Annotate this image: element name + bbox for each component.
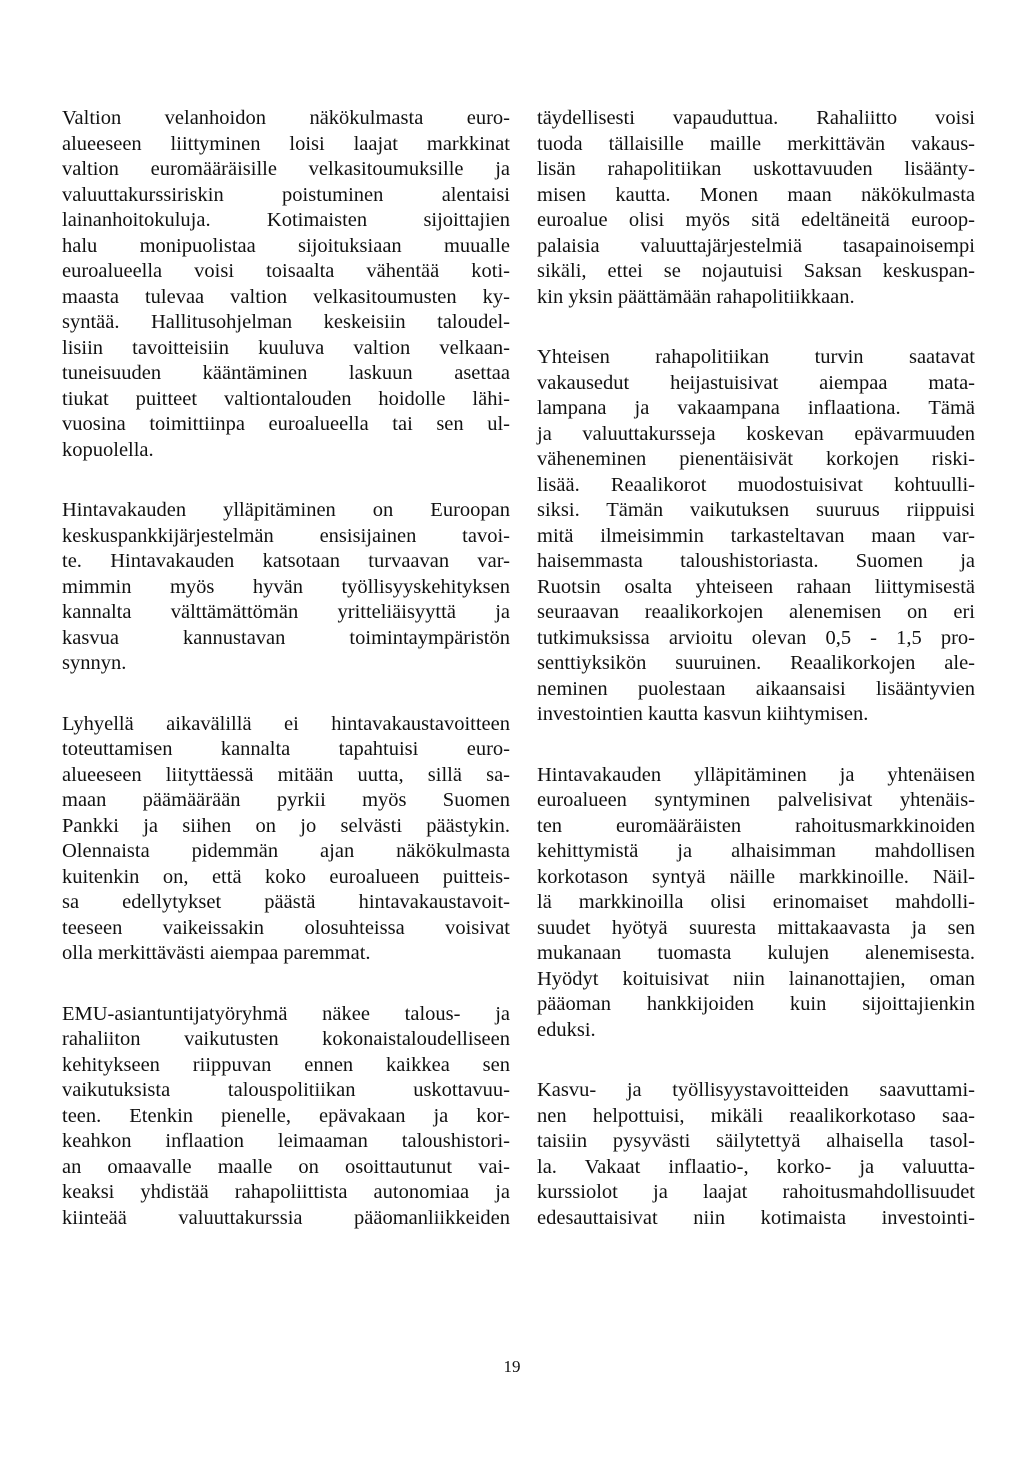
text-line: euroalueen syntyminen palvelisivat yhtenäis-: [537, 789, 975, 811]
text-line: Pankki ja siihen on jo selvästi päästykin.: [62, 814, 510, 837]
text-line: lisiin tavoitteisiin kuuluva valtion velkaan-: [62, 336, 510, 359]
text-line: korkotason syntyä näille markkinoille. Näil-: [537, 865, 975, 888]
text-line: kasvua kannustavan toimintaympäristön: [62, 626, 510, 649]
text-line: vuosina toimittiinpa euroalueella tai sen ul-: [62, 413, 510, 435]
text-line: tuneisuuden kääntäminen laskuun asettaa: [62, 362, 510, 384]
text-line: valuuttakurssiriskin poistuminen alentaisi: [62, 183, 510, 206]
text-line: halu monipuolistaa sijoituksiaan muualle: [62, 234, 510, 257]
text-line: maasta tulevaa valtion velkasitoumusten ky-: [62, 285, 510, 308]
text-line: siksi. Tämän vaikutuksen suuruus riippuisi: [537, 499, 975, 521]
text-line: teen. Etenkin pienelle, epävakaan ja kor-: [62, 1104, 510, 1127]
text-line: neminen puolestaan aikaansaisi lisääntyvien: [537, 677, 975, 700]
right-column: [537, 106, 975, 1266]
text-line: alueeseen liittyminen loisi laajat markkinat: [62, 132, 510, 155]
text-line: ten euromääräisten rahoitusmarkkinoiden: [537, 814, 975, 837]
text-line: keahkon inflaation leimaaman taloushistori-: [62, 1130, 510, 1152]
paragraph: [537, 763, 975, 1044]
left-column: [62, 106, 510, 1266]
text-line: kurssiolot ja laajat rahoitusmahdollisuudet: [537, 1181, 975, 1203]
paragraph: [62, 712, 510, 967]
text-line: seuraavan reaalikorkojen alenemisen on eri: [537, 601, 975, 623]
text-line: mukanaan tuomasta kulujen alenemisesta.: [537, 942, 975, 964]
text-line: euroalueella voisi toisaalta vähentää koti-: [62, 260, 510, 282]
text-line: keskuspankkijärjestelmän ensisijainen tavoi-: [62, 524, 510, 547]
text-line: väheneminen pienentäisivät korkojen riski-: [537, 448, 975, 470]
text-line: kannalta välttämättömän yritteliäisyyttä ja: [62, 601, 510, 623]
text-line: Olennaista pidemmän ajan näkökulmasta: [62, 840, 510, 862]
text-line: vakausedut heijastuisivat aiempaa mata-: [537, 371, 975, 394]
text-line: täydellisesti vapauduttua. Rahaliitto voisi: [537, 107, 975, 129]
text-line: rahaliiton vaikutusten kokonaistaloudelliseen: [62, 1028, 510, 1050]
text-line: tutkimuksissa arvioitu olevan 0,5 - 1,5 pro-: [537, 626, 975, 649]
text-line: Valtion velanhoidon näkökulmasta euro-: [62, 107, 510, 129]
text-line: pääoman hankkijoiden kuin sijoittajienkin: [537, 993, 975, 1015]
text-line: lisää. Reaalikorot muodostuisivat kohtuulli-: [537, 473, 975, 496]
paragraph: [62, 498, 510, 677]
text-line: Hyödyt koituisivat niin lainanottajien, oman: [537, 967, 975, 990]
text-line: la. Vakaat inflaatio-, korko- ja valuutta-: [537, 1155, 975, 1178]
text-line: toteuttamisen kannalta tapahtuisi euro-: [62, 738, 510, 760]
text-line: kehitykseen riippuvan ennen kaikkea sen: [62, 1053, 510, 1076]
text-line: an omaavalle maalle on osoittautunut vai-: [62, 1155, 510, 1178]
text-line: EMU-asiantuntijatyöryhmä näkee talous- ja: [62, 1002, 510, 1025]
text-line: euroalue olisi myös sitä edeltäneitä euroop-: [537, 209, 975, 231]
paragraph: [62, 1002, 510, 1232]
paragraph: [537, 345, 975, 728]
text-line: Hintavakauden ylläpitäminen on Euroopan: [62, 499, 510, 521]
text-line: eduksi.: [537, 1018, 596, 1041]
text-line: te. Hintavakauden katsotaan turvaavan var-: [62, 550, 510, 572]
text-line: ja valuuttakursseja koskevan epävarmuuden: [537, 422, 975, 445]
page-number: 19: [503, 1357, 521, 1376]
text-line: valtion euromääräisille velkasitoumuksille ja: [62, 158, 510, 180]
text-line: kuitenkin on, että koko euroalueen puitteis-: [62, 865, 510, 888]
paragraph: [537, 106, 975, 310]
text-line: syntää. Hallitusohjelman keskeisiin taloudel-: [62, 311, 510, 333]
text-line: Kasvu- ja työllisyystavoitteiden saavuttami-: [537, 1079, 975, 1101]
text-line: Ruotsin osalta yhteiseen rahaan liittymisestä: [537, 575, 975, 598]
text-line: keaksi yhdistää rahapoliittista autonomiaa ja: [62, 1181, 510, 1203]
text-line: tiukat puitteet valtiontalouden hoidolle lähi-: [62, 387, 510, 410]
text-line: maan päämäärään pyrkii myös Suomen: [62, 789, 510, 811]
text-line: lisän rahapolitiikan uskottavuuden lisäänty-: [537, 158, 975, 180]
text-line: kopuolella.: [62, 438, 154, 461]
text-line: lä markkinoilla olisi erinomaiset mahdolli-: [537, 891, 975, 913]
text-line: taisiin pysyvästi säilytettyä alhaisella tasol-: [537, 1130, 975, 1152]
text-line: sikäli, ettei se nojautuisi Saksan keskuspan-: [537, 260, 975, 282]
text-line: misen kautta. Monen maan näkökulmasta: [537, 183, 975, 206]
text-line: kehittymistä ja alhaisimman mahdollisen: [537, 840, 975, 862]
paragraph: [62, 106, 510, 463]
text-line: haisemmasta taloushistoriasta. Suomen ja: [537, 550, 975, 572]
paragraph: [537, 1078, 975, 1231]
text-line: investointien kautta kasvun kiihtymisen.: [537, 703, 869, 725]
text-line: teeseen vaikeissakin olosuhteissa voisivat: [62, 916, 510, 939]
text-line: palaisia valuuttajärjestelmiä tasapainoisempi: [537, 234, 975, 257]
text-line: edesauttaisivat niin kotimaista investointi-: [537, 1206, 975, 1229]
text-line: olla merkittävästi aiempaa paremmat.: [62, 942, 371, 964]
text-line: Lyhyellä aikavälillä ei hintavakaustavoitteen: [62, 712, 510, 735]
text-line: senttiyksikön suuruinen. Reaalikorkojen ale-: [537, 652, 975, 674]
text-line: suudet hyötyä suuresta mittakaavasta ja sen: [537, 916, 975, 939]
text-line: nen helpottuisi, mikäli reaalikorkotaso saa-: [537, 1104, 975, 1127]
text-line: Hintavakauden ylläpitäminen ja yhtenäisen: [537, 763, 975, 786]
text-line: sa edellytykset päästä hintavakaustavoit-: [62, 891, 510, 913]
text-line: mimmin myös hyvän työllisyyskehityksen: [62, 575, 510, 598]
text-line: mitä ilmeisimmin tarkasteltavan maan var-: [537, 524, 975, 547]
text-line: synnyn.: [62, 652, 127, 674]
text-line: lampana ja vakaampana inflaationa. Tämä: [537, 397, 975, 419]
text-line: kiinteää valuuttakurssia pääomanliikkeiden: [62, 1206, 510, 1229]
text-line: vaikutuksista talouspolitiikan uskottavuu-: [62, 1079, 510, 1101]
text-line: lainanhoitokuluja. Kotimaisten sijoittajien: [62, 209, 510, 231]
text-line: alueeseen liityttäessä mitään uutta, sillä sa-: [62, 763, 510, 786]
text-line: tuoda tällaisille maille merkittävän vakaus-: [537, 132, 975, 155]
text-line: kin yksin päättämään rahapolitiikkaan.: [537, 285, 855, 308]
text-line: Yhteisen rahapolitiikan turvin saatavat: [537, 346, 975, 368]
